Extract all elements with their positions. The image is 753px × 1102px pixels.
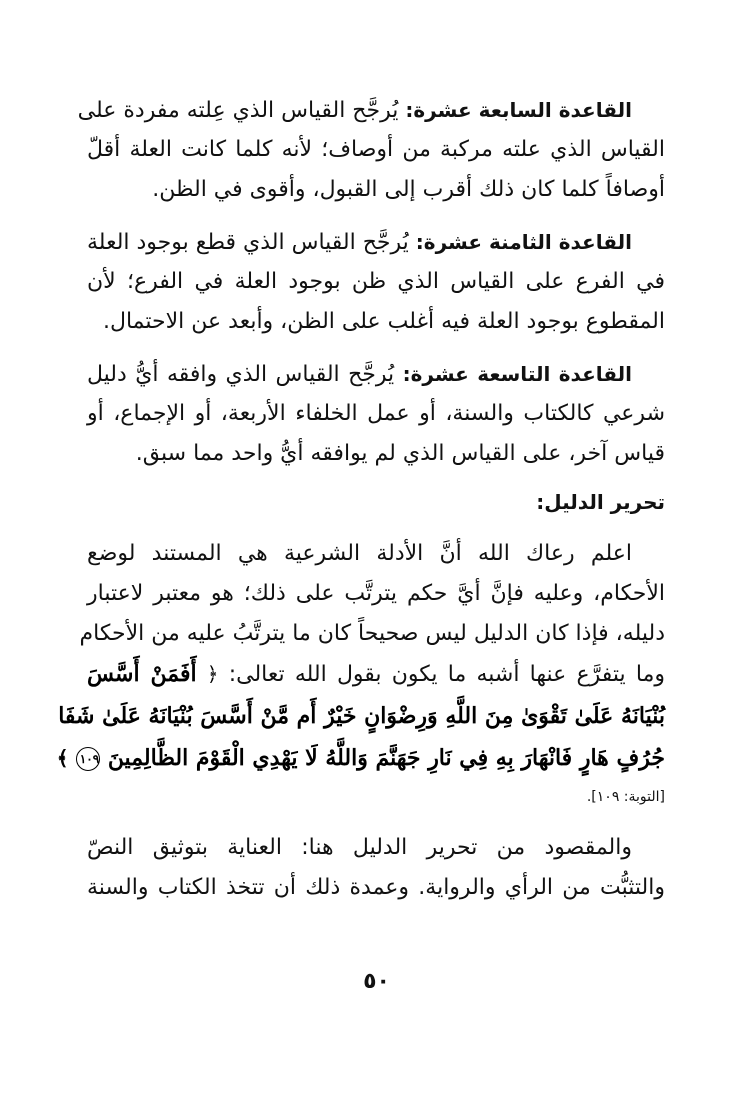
rule19-line3: قياس آخر، على القياس الذي لم يوافقه أيُّ واحد مما سبق. [135,441,665,466]
quran-open-bracket: ﴿ [206,662,219,686]
rule18-line3: المقطوع بوجود العلة فيه أغلب على الظن، وأبعد عن الاحتمال. [103,309,665,334]
section-heading-line [87,482,665,522]
quran-text-part1: أَفَمَنْ أَسَّسَ [87,661,197,687]
rule17-line1 [77,90,632,130]
page-number: ٥٠ [363,969,390,994]
section-heading: تحرير الدليل: [536,490,665,514]
quran-citation: [التوبة: ١٠٩]. [586,789,665,805]
rule18-text1: يُرجَّح القياس الذي قطع بوجود العلة [87,230,409,255]
rule19-text1: يُرجَّح القياس الذي وافقه أيُّ دليل [87,362,395,387]
ayah-number-marker: ١٠٩ [76,747,100,771]
rule17-line3: أوصافاً كلما كان ذلك أقرب إلى القبول، وأقوى في الظن. [152,177,665,202]
rule17-text1: يُرجَّح القياس الذي عِلته مفردة على [77,98,399,123]
quran-text-part3: جُرُفٍ هَارٍ فَانْهَارَ بِهِ فِي نَارِ جَهَنَّمَ وَاللَّهُ لَا يَهْدِي الْقَوْمَ الظَّالِمِينَ [107,745,665,771]
p2-line1: والمقصود من تحرير الدليل هنا: العناية بتوثيق النصّ [87,835,632,860]
p1-line4 [87,654,665,694]
rule19-line1 [87,354,632,394]
rule18-line1 [87,222,632,262]
p1-line3: دليله، فإذا كان الدليل ليس صحيحاً كان ما يترتَّبُ عليه من الأحكام [79,621,665,646]
p1-line4-text: وما يتفرَّع عنها أشبه ما يكون بقول الله تعالى: [228,662,665,687]
rule19-line2: شرعي كالكتاب والسنة، أو عمل الخلفاء الأربعة، أو الإجماع، أو [87,401,665,426]
rule17-label: القاعدة السابعة عشرة: [405,98,632,122]
quran-text-part2: بُنْيَانَهُ عَلَىٰ تَقْوَىٰ مِنَ اللَّهِ وَرِضْوَانٍ خَيْرٌ أَم مَّنْ أَسَّسَ بُنْيَانَهُ عَلَىٰ شَفَا [58,703,665,729]
p1-line2: الأحكام، وعليه فإنَّ أيَّ حكم يترتَّب على ذلك؛ هو معتبر لاعتبار [87,581,665,606]
rule19-label: القاعدة التاسعة عشرة: [402,362,633,386]
rule18-line2: في الفرع على القياس الذي ظن بوجود العلة في الفرع؛ لأن [87,269,665,294]
quran-line3 [56,738,665,778]
p1-line1: اعلم رعاك الله أنَّ الأدلة الشرعية هي المستند لوضع [87,541,632,566]
rule17-line2: القياس الذي علته مركبة من أوصاف؛ لأنه كلما كانت العلة أقلّ [87,137,665,162]
quran-close-bracket: ﴾ [56,746,69,770]
rule18-label: القاعدة الثامنة عشرة: [415,230,632,254]
p2-line2: والتثبُّت من الرأي والرواية. وعمدة ذلك أن تتخذ الكتاب والسنة [87,875,665,900]
